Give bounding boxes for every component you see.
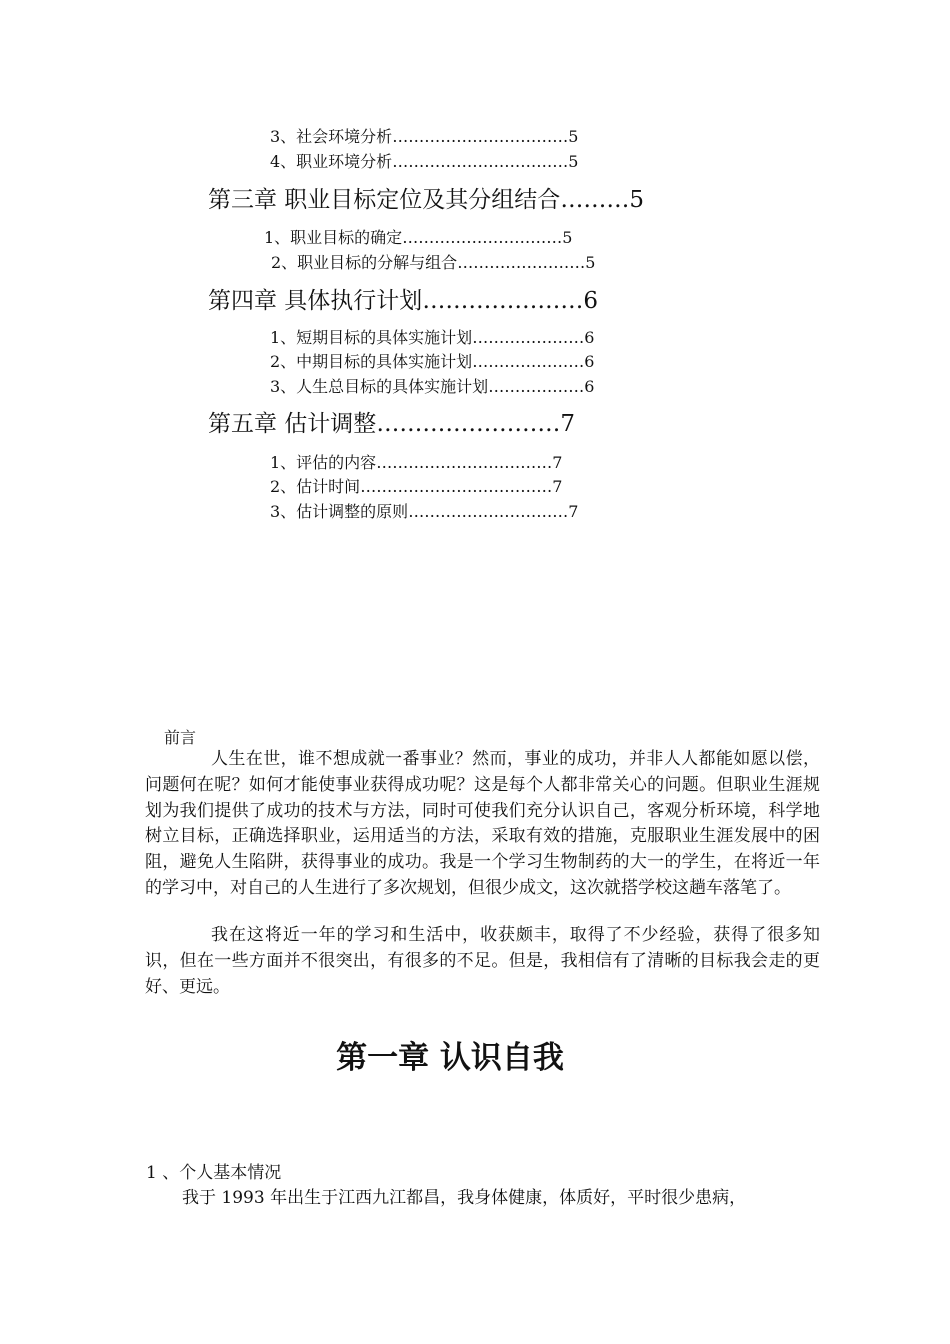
toc-item[interactable]: 1、评估的内容……………………………7 [270,453,563,472]
toc-chapter[interactable]: 第四章 具体执行计划…………………6 [208,288,598,314]
body-text: 我于 1993 年出生于江西九江都昌，我身体健康，体质好，平时很少患病， [182,1188,747,1208]
chapter-heading: 第一章 认识自我 [336,1040,564,1076]
toc-item[interactable]: 4、职业环境分析……………………………5 [270,152,579,171]
toc-item[interactable]: 3、人生总目标的具体实施计划………………6 [270,377,595,396]
toc-item[interactable]: 1、短期目标的具体实施计划…………………6 [270,328,595,347]
toc-chapter[interactable]: 第五章 估计调整……………………7 [208,411,575,437]
toc-item[interactable]: 2、职业目标的分解与组合……………………5 [271,253,596,272]
preface-title: 前言 [164,728,197,747]
toc-item[interactable]: 3、估计调整的原则…………………………7 [270,502,579,521]
toc-item[interactable]: 1、职业目标的确定…………………………5 [264,228,573,247]
preface-paragraph: 我在这将近一年的学习和生活中，收获颇丰，取得了不少经验，获得了很多知识，但在一些方面并不很突出，有很多的不足。但是，我相信有了清晰的目标我会走的更好、更远。 [145,925,820,997]
toc-item[interactable]: 2、估计时间………………………………7 [270,477,563,496]
section-title: 1 、个人基本情况 [146,1163,282,1183]
toc-item[interactable]: 3、社会环境分析……………………………5 [270,127,579,146]
preface-paragraph: 人生在世，谁不想成就一番事业？然而，事业的成功，并非人人都能如愿以偿，问题何在呢？如何才能使事业获得成功呢？这是每个人都非常关心的问题。但职业生涯规划为我们提供了成功的技术与方法，同时可使我们充分认识自己，客观分析环境，科学地树立目标，正确选择职业，运用适当的方法，采取有效的措施，克服职业生涯发展中的困阻，避免人生陷阱，获得事业的成功。我是一个学习生物制药的大一的学生，在将近一年的学习中，对自己的人生进行了多次规划，但很少成文，这次就搭学校这趟车落笔了。 [145,749,820,898]
toc-chapter[interactable]: 第三章 职业目标定位及其分组结合………5 [208,187,644,213]
toc-item[interactable]: 2、中期目标的具体实施计划…………………6 [270,352,595,371]
